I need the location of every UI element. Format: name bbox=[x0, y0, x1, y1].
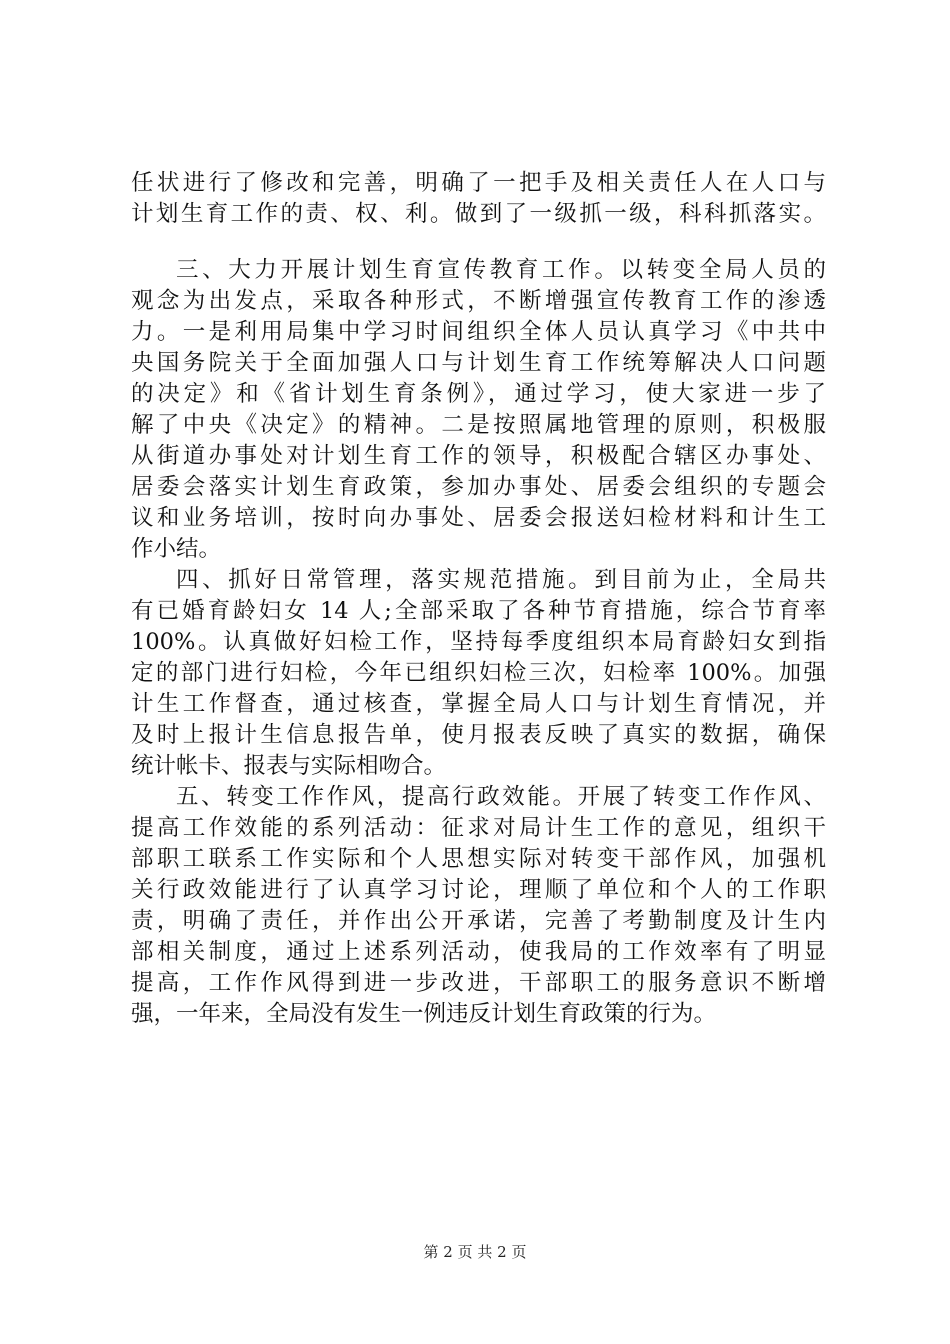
text-line: 部职工联系工作实际和个人思想实际对转变干部作风，加强机 bbox=[131, 846, 826, 872]
text-line: 的决定》和《省计划生育条例》，通过学习，使大家进一步了 bbox=[131, 381, 826, 407]
page-footer bbox=[0, 1242, 950, 1262]
document-body bbox=[131, 168, 826, 1030]
text-line: 计生工作督查，通过核查，掌握全局人口与计划生育情况，并 bbox=[131, 691, 826, 717]
paragraph-work-style bbox=[131, 782, 826, 1030]
text-line: 有已婚育龄妇女 14 人;全部采取了各种节育措施，综合节育率 bbox=[131, 598, 826, 624]
text-line: 及时上报计生信息报告单，使月报表反映了真实的数据，确保 bbox=[131, 722, 826, 748]
text-line: 力。一是利用局集中学习时间组织全体人员认真学习《中共中 bbox=[131, 319, 826, 345]
text-line: 定的部门进行妇检，今年已组织妇检三次，妇检率 100%。加强 bbox=[131, 660, 826, 686]
text-line: 居委会落实计划生育政策，参加办事处、居委会组织的专题会 bbox=[131, 474, 826, 500]
text-line: 强，一年来，全局没有发生一例违反计划生育政策的行为。 bbox=[131, 1001, 717, 1027]
text-line: 四、抓好日常管理，落实规范措施。到目前为止，全局共 bbox=[176, 567, 826, 593]
text-line: 议和业务培训，按时向办事处、居委会报送妇检材料和计生工 bbox=[131, 505, 826, 531]
paragraph-daily-management bbox=[131, 565, 826, 782]
paragraph-continuation bbox=[131, 168, 826, 230]
page-number-label: 第 2 页 共 2 页 bbox=[423, 1243, 527, 1261]
text-line: 解了中央《决定》的精神。二是按照属地管理的原则，积极服 bbox=[131, 412, 826, 438]
text-line: 提高，工作作风得到进一步改进，干部职工的服务意识不断增 bbox=[131, 970, 826, 996]
text-line: 关行政效能进行了认真学习讨论，理顺了单位和个人的工作职 bbox=[131, 877, 826, 903]
text-line: 央国务院关于全面加强人口与计划生育工作统筹解决人口问题 bbox=[131, 350, 826, 376]
text-line: 观念为出发点，采取各种形式，不断增强宣传教育工作的渗透 bbox=[131, 288, 826, 314]
text-line: 100%。认真做好妇检工作，坚持每季度组织本局育龄妇女到指 bbox=[131, 629, 826, 655]
text-line: 部相关制度，通过上述系列活动，使我局的工作效率有了明显 bbox=[131, 939, 826, 965]
text-line: 从街道办事处对计划生育工作的领导，积极配合辖区办事处、 bbox=[131, 443, 826, 469]
text-line: 提高工作效能的系列活动：征求对局计生工作的意见，组织干 bbox=[131, 815, 826, 841]
text-line: 三、大力开展计划生育宣传教育工作。以转变全局人员的 bbox=[176, 257, 826, 283]
text-line: 计划生育工作的责、权、利。做到了一级抓一级，科科抓落实。 bbox=[131, 201, 826, 227]
text-line: 统计帐卡、报表与实际相吻合。 bbox=[131, 753, 447, 779]
paragraph-gap bbox=[131, 230, 826, 255]
paragraph-publicity bbox=[131, 255, 826, 565]
text-line: 任状进行了修改和完善，明确了一把手及相关责任人在人口与 bbox=[131, 170, 826, 196]
text-line: 五、转变工作作风，提高行政效能。开展了转变工作作风、 bbox=[176, 784, 826, 810]
text-line: 责，明确了责任，并作出公开承诺，完善了考勤制度及计生内 bbox=[131, 908, 826, 934]
text-line: 作小结。 bbox=[131, 536, 222, 562]
